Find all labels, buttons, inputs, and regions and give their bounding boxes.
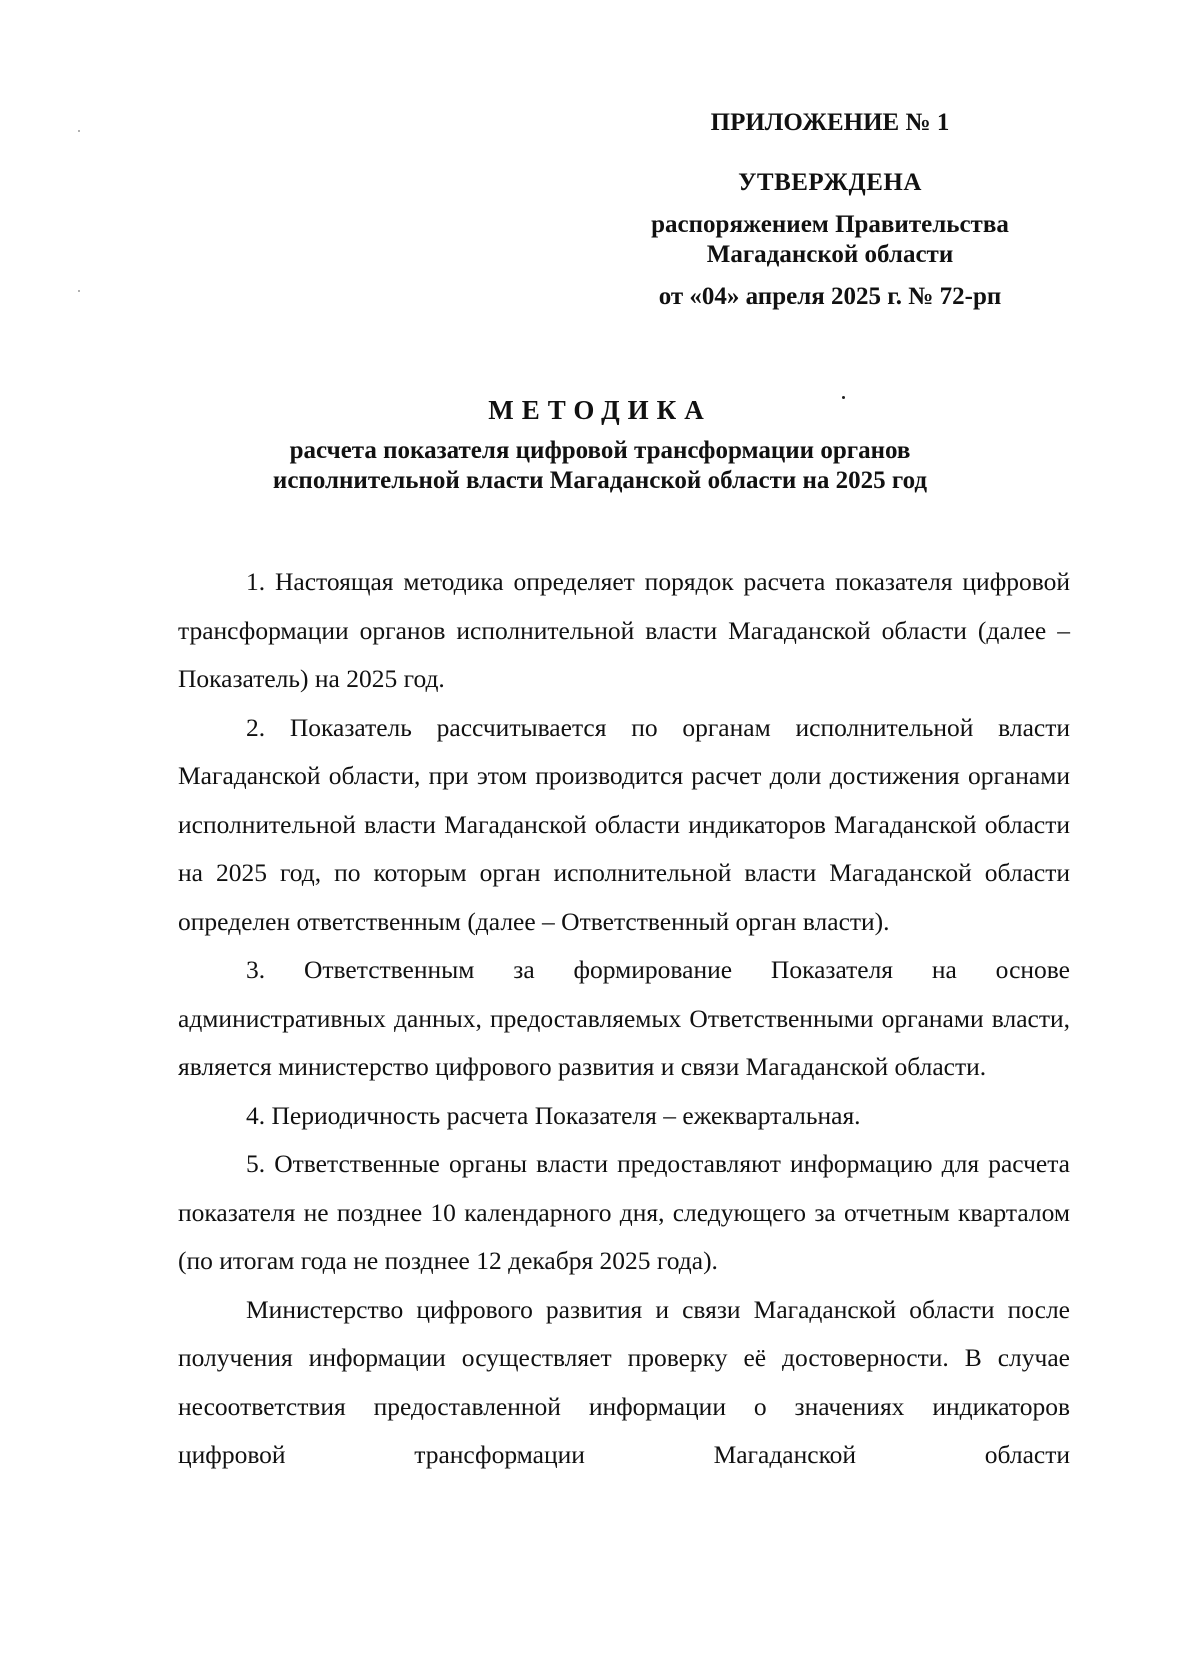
paragraph-2: 2. Показатель рассчитывается по органам исполнительной власти Магаданской области, при этом производится расчет доли достижения органами исполнительной власти Магаданской области индикаторов Магаданской области на 2025 год, по которым орган исполнительной власти Магаданской области определен ответственным (далее – Ответственный орган власти). (178, 712, 1070, 936)
paragraph-4: 4. Периодичность расчета Показателя – ежеквартальная. (246, 1100, 861, 1130)
scan-speck (78, 290, 80, 292)
document-title: МЕТОДИКА (488, 395, 712, 425)
scan-speck (842, 396, 845, 399)
approved-stamp-text: УТВЕРЖДЕНА (738, 169, 922, 196)
appendix-number: ПРИЛОЖЕНИЕ № 1 (710, 109, 950, 136)
paragraph-1: 1. Настоящая методика определяет порядок расчета показателя цифровой трансформации органов исполнительной власти Магаданской области (далее – Показатель) на 2025 год. (178, 567, 1070, 693)
document-subtitle (200, 436, 1000, 496)
document-subtitle-line2: исполнительной власти Магаданской области на 2025 год (272, 467, 928, 494)
paragraph-6: Министерство цифрового развития и связи Магаданской области после получения информации осуществляет проверку её достоверности. В случае несоответствия предоставленной информации о значениях индикаторов цифровой трансформации Магаданской области (178, 1294, 1070, 1469)
paragraph-3: 3. Ответственным за формирование Показателя на основе административных данных, предоставляемых Ответственными органами власти, является министерство цифрового развития и связи Магаданской области. (178, 955, 1070, 1081)
approval-order-line1: распоряжением Правительства (651, 211, 1009, 238)
scan-speck (78, 130, 80, 132)
document-body (178, 558, 1070, 1480)
paragraph-5: 5. Ответственные органы власти предоставляют информацию для расчета показателя не позднее 10 календарного дня, следующего за отчетным кварталом (по итогам года не позднее 12 декабря 2025 года). (178, 1149, 1070, 1275)
approval-order (600, 210, 1060, 270)
approval-order-line2: Магаданской области (706, 241, 954, 268)
document-subtitle-line1: расчета показателя цифровой трансформации органов (289, 437, 911, 464)
approval-date: от «04» апреля 2025 г. № 72-рп (658, 283, 1002, 310)
